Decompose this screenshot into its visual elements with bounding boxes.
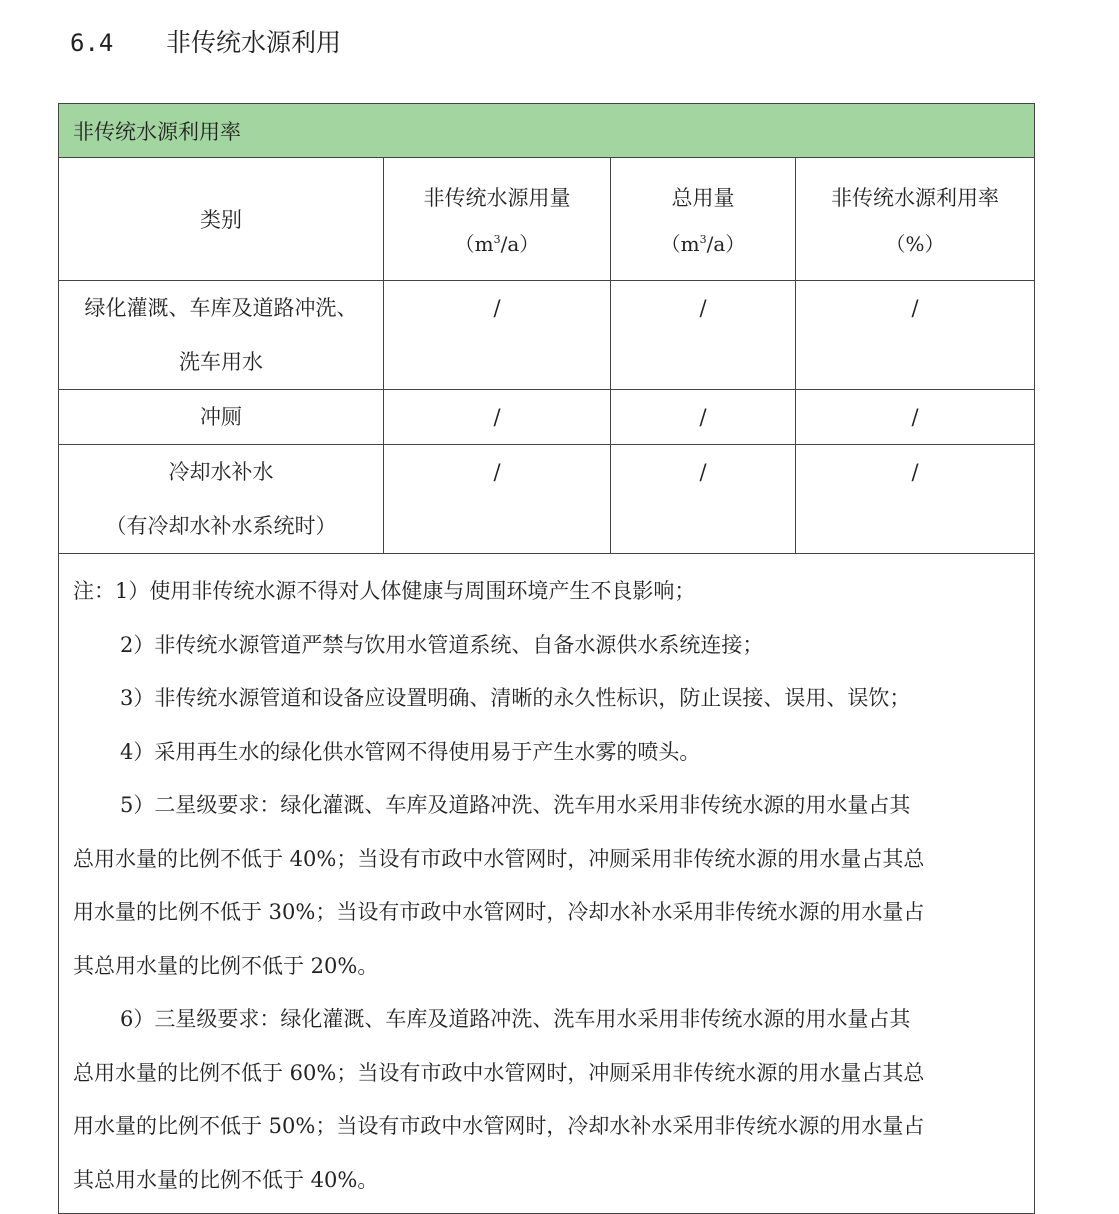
table-row: [59, 390, 1035, 445]
section-heading: [70, 26, 341, 60]
header-total-unit: $(m^3/a)$: [660, 232, 746, 256]
row-total: /: [611, 445, 796, 554]
note-6: 6）三星级要求：绿化灌溉、车库及道路冲洗、洗车用水采用非传统水源的用水量占其 总用水量的比例不低于 60%；当设有市政中水管网时，冲厕采用非传统水源的用水量占其总 用水量的比例不低于 50%；当设有市政中水管网时，冷却水补水采用非传统水源的用水量占 其总用水量的比例不低于 40%。: [73, 1007, 925, 1192]
note-4: 4）采用再生水的绿化供水管网不得使用易于产生水雾的喷头。: [120, 739, 701, 764]
header-rate: [796, 158, 1035, 281]
note-5: 5）二星级要求：绿化灌溉、车库及道路冲洗、洗车用水采用非传统水源的用水量占其 总用水量的比例不低于 40%；当设有市政中水管网时，冲厕采用非传统水源的用水量占其总 用水量的比例不低于 30%；当设有市政中水管网时，冷却水补水采用非传统水源的用水量占 其总用水量的比例不低于 20%。: [73, 793, 925, 978]
header-usage: [384, 158, 611, 281]
row-usage: /: [384, 390, 611, 445]
row-usage: /: [384, 445, 611, 554]
table-caption: 非传统水源利用率: [59, 104, 1035, 158]
row-rate: /: [796, 445, 1035, 554]
row-usage: /: [384, 281, 611, 390]
row-total: /: [611, 281, 796, 390]
section-title: 非传统水源利用: [166, 28, 342, 57]
row-total: /: [611, 390, 796, 445]
header-category: 类别: [59, 158, 384, 281]
header-rate-unit: （%）: [885, 232, 945, 256]
note-2: 2）非传统水源管道严禁与饮用水管道系统、自备水源供水系统连接；: [120, 632, 764, 657]
row-category: 冲厕: [59, 390, 384, 445]
table-row: [59, 281, 1035, 390]
row-rate: /: [796, 281, 1035, 390]
notes-row: [59, 554, 1035, 1214]
note-1: 注：1）使用非传统水源不得对人体健康与周围环境产生不良影响；: [73, 579, 696, 603]
header-total: [611, 158, 796, 281]
note-3: 3）非传统水源管道和设备应设置明确、清晰的永久性标识，防止误接、误用、误饮；: [120, 686, 911, 710]
header-rate-label: 非传统水源利用率: [831, 186, 999, 210]
row-category: 绿化灌溉、车库及道路冲洗、 洗车用水: [59, 281, 384, 390]
header-usage-label: 非传统水源用量: [423, 186, 571, 210]
header-usage-unit: $(m^3/a)$: [454, 232, 540, 256]
row-rate: /: [796, 390, 1035, 445]
water-reuse-table: [58, 103, 1035, 1214]
table-header-row: [59, 158, 1035, 281]
section-number: 6.4: [70, 29, 114, 57]
notes-cell: [59, 554, 1035, 1214]
row-category: 冷却水补水 （有冷却水补水系统时）: [59, 445, 384, 554]
table-row: [59, 445, 1035, 554]
header-total-label: 总用量: [671, 186, 735, 210]
